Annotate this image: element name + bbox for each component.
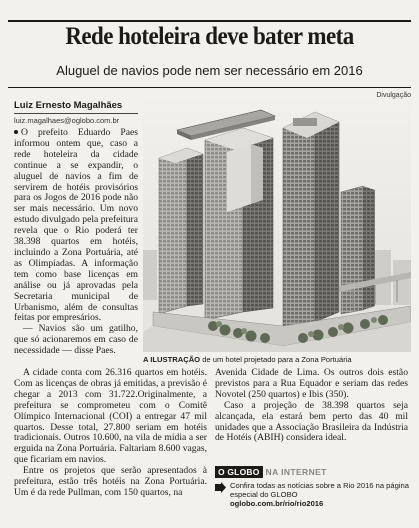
globo-header	[215, 466, 411, 478]
subtitle-rule	[8, 87, 411, 88]
byline-author: Luiz Ernesto Magalhães	[14, 100, 123, 111]
byline-email: luiz.magalhaes@oglobo.com.br	[14, 116, 120, 125]
bullet-icon	[14, 130, 18, 134]
globo-body	[215, 481, 411, 509]
figure-caption: A ILUSTRAÇÃO de um hotel projetado para a Zona Portuária	[143, 355, 352, 364]
headline: Rede hoteleira deve bater meta	[65, 23, 354, 50]
subtitle: Aluguel de navios pode nem ser necessário em 2016	[56, 63, 363, 78]
paragraph: Avenida Cidade de Lima. Os outros dois estão previstos para a Rua Equador e seriam das redes Novotel (250 quartos) e Ibis (350).	[215, 367, 408, 400]
globo-internet-box	[215, 466, 411, 509]
image-credit: Divulgação	[376, 92, 411, 99]
paragraph: Caso a projeção de 38.398 quartos seja alcançada, ela estará bem perto das 40 mil unidades que a Associação Brasileira da Indústria de Hotéis (ABIH) considera ideal.	[215, 399, 408, 444]
globo-badge: O GLOBO	[215, 466, 263, 478]
globo-url-link[interactable]: oglobo.com.br/rio/rio2016	[230, 499, 324, 509]
paragraph: — Navios são um gatilho, que só acionaremos em caso de necessidade — disse Paes.	[14, 323, 138, 357]
globo-text-block	[230, 481, 411, 509]
hotel-illustration	[143, 100, 411, 352]
paragraph: Entre os projetos que serão apresentados à prefeitura, estão três hotéis na Zona Portuária. Um é da rede Pullman, com 150 quartos, na	[14, 465, 207, 498]
article-column-bottom-left	[14, 368, 207, 499]
byline-rule	[14, 113, 138, 114]
globo-label: NA INTERNET	[265, 467, 327, 477]
article-column-bottom-right	[215, 368, 408, 444]
globo-text: Confira todas as notícias sobre a Rio 2016 na página especial do GLOBO	[230, 481, 409, 500]
article-column-left	[14, 128, 138, 357]
paragraph: A cidade conta com 26.316 quartos em hotéis. Com as licenças de obras já emitidas, a previsão é chegar a 2013 com 31.722.Originalmente, a prefeitura se comprometeu com o Comitê Olímpico Internacional (COI) a entregar 47 mil quartos. Desse total, 27.800 seriam em hotéis tradicionais. Outros 10.600, na vila de mídia a ser erguida na Zona Portuária. Faltariam 8.600 vagas, que ficariam em navios.	[14, 367, 207, 466]
paragraph: O prefeito Eduardo Paes informou ontem que, caso a rede hoteleira da cidade continue a se expandir, o aluguel de navios a fim de servirem de hotéis provisórios para os Jogos de 2016 pode não ser mais necessário. Um novo estudo divulgado pela prefeitura revela que o Rio poderá ter 38.398 quartos em hotéis, incluindo a Zona Portuária, até as Olimpíadas. A informação tem como base licenças em análise ou já aprovadas pela Secretaria municipal de Urbanismo, além de consultas feitas por empresários.	[14, 127, 138, 324]
arrow-right-icon	[215, 482, 226, 493]
